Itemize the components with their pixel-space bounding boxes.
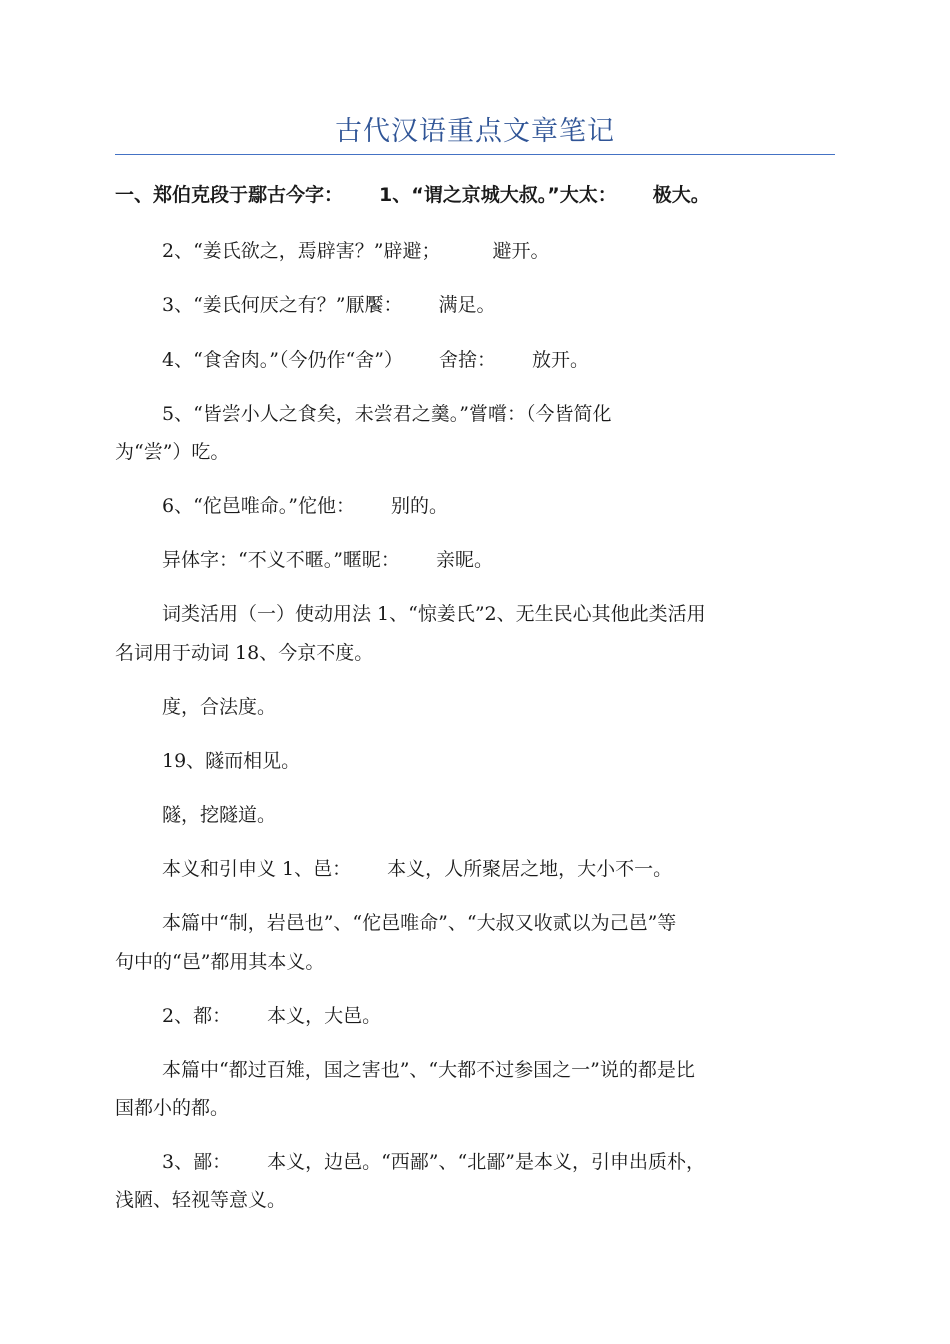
paragraph-line [162, 855, 835, 883]
line-6-text: 6、“佗邑唯命。”佗他： [162, 495, 356, 517]
line-3-meaning: 满足。 [438, 294, 496, 316]
line-14-text: 2、都： [162, 1005, 232, 1027]
line-4-text: 4、“食舍肉。”（今仍作“舍”） [162, 349, 403, 371]
line-12-text: 本义和引申义 1、邑： [162, 858, 352, 880]
paragraph-line [162, 1148, 835, 1176]
heading-part-2: 1、“谓之京城大叔。”大太： [379, 184, 617, 206]
paragraph-line: 句中的“邑”都用其本义。 [115, 951, 325, 973]
line-7-text: 异体字：“不义不暱。”暱昵： [162, 549, 400, 571]
paragraph-line: 名词用于动词 18、今京不度。 [115, 642, 374, 664]
paragraph-line: 国都小的都。 [115, 1097, 230, 1119]
paragraph-line [162, 1002, 835, 1030]
paragraph-line: 19、隧而相见。 [162, 750, 301, 772]
paragraph-line: 度，合法度。 [162, 696, 277, 718]
paragraph-line [162, 346, 835, 374]
line-7-meaning: 亲昵。 [435, 549, 493, 571]
paragraph-line: 词类活用（一）使动用法 1、“惊姜氏”2、无生民心其他此类活用 [162, 603, 706, 625]
line-16-meaning: 本义，边邑。“西鄙”、“北鄙”是本义，引申出质朴， [267, 1151, 705, 1173]
line-12-meaning: 本义，人所聚居之地，大小不一。 [387, 858, 673, 880]
title-underline [115, 154, 835, 155]
line-2-meaning: 避开。 [492, 240, 550, 262]
line-16-text: 3、鄙： [162, 1151, 232, 1173]
paragraph-line: 5、“皆尝小人之食矣，未尝君之羹。”嘗嚐：（今皆简化 [162, 403, 612, 425]
line-6-meaning: 别的。 [391, 495, 449, 517]
line-4-word: 舍捨： [438, 349, 496, 371]
line-4-meaning: 放开。 [531, 349, 589, 371]
heading-part-3: 极大。 [652, 184, 710, 206]
paragraph-line: 浅陋、轻视等意义。 [115, 1189, 287, 1211]
paragraph-line [162, 546, 835, 574]
section-heading [115, 181, 835, 209]
line-3-text: 3、“姜氏何厌之有？”厭饜： [162, 294, 403, 316]
line-2-text: 2、“姜氏欲之，焉辟害？”辟避； [162, 240, 441, 262]
paragraph-line [162, 237, 835, 265]
paragraph-line: 隧，挖隧道。 [162, 804, 277, 826]
paragraph-line: 为“尝”）吃。 [115, 441, 230, 463]
paragraph-line: 本篇中“都过百雉，国之害也”、“大都不过参国之一”说的都是比 [162, 1059, 695, 1081]
paragraph-line: 本篇中“制，岩邑也”、“佗邑唯命”、“大叔又收贰以为己邑”等 [162, 912, 677, 934]
paragraph-line [162, 492, 835, 520]
line-14-meaning: 本义，大邑。 [267, 1005, 382, 1027]
paragraph-line [162, 291, 835, 319]
heading-part-1: 一、郑伯克段于鄢古今字： [115, 184, 344, 206]
document-title: 古代汉语重点文章笔记 [335, 116, 615, 147]
